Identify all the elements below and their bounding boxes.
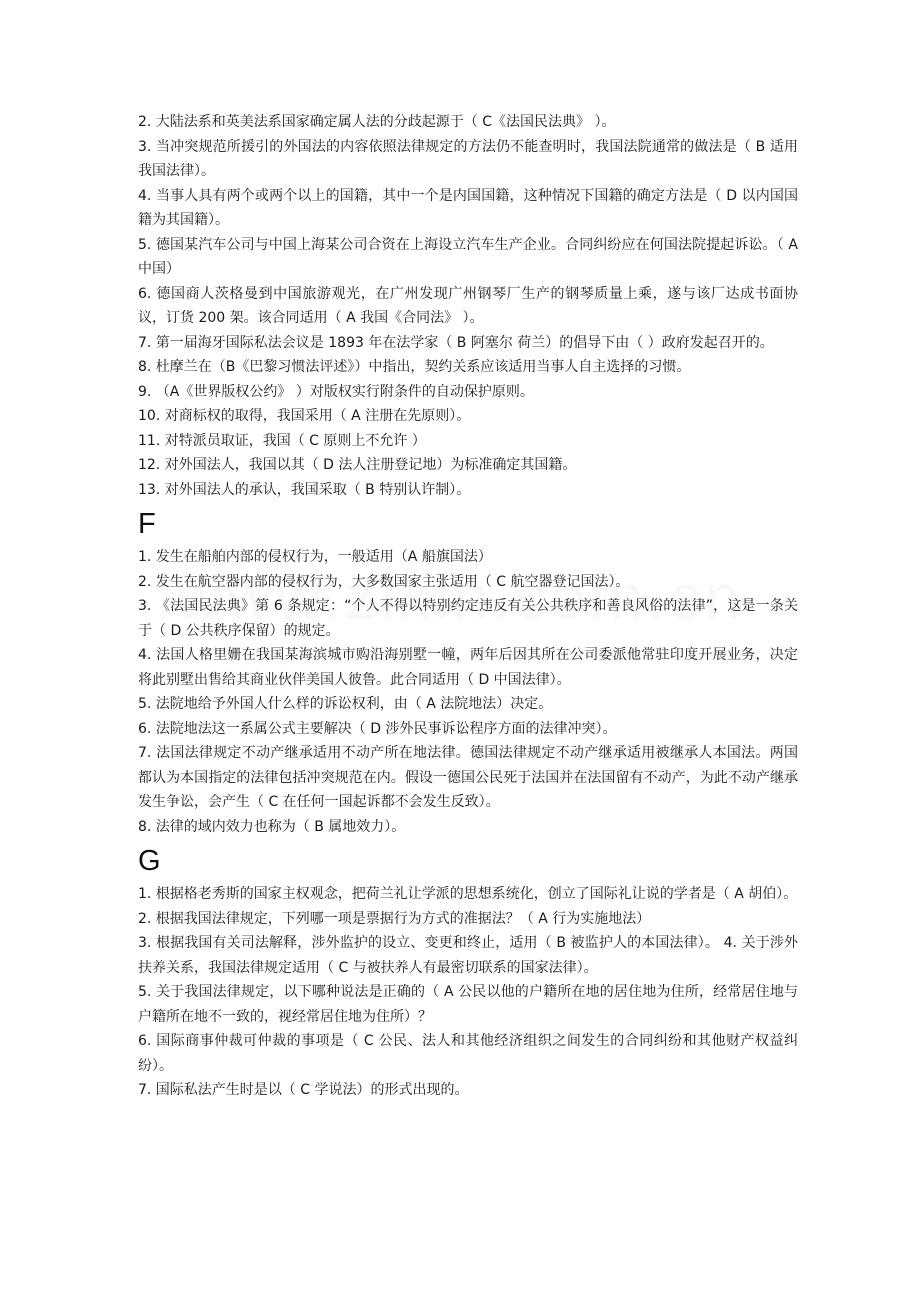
list-item: 11. 对特派员取证，我国（ C 原则上不允许 ） [138, 432, 426, 449]
list-item: 4. 当事人具有两个或两个以上的国籍，其中一个是内国国籍，这种情况下国籍的确定方法是（ D 以内国国籍为其国籍）。 [138, 187, 798, 228]
list-item: 8. 杜摩兰在（B《巴黎习惯法评述》）中指出，契约关系应该适用当事人自主选择的习惯。 [138, 359, 691, 375]
list-item: 6. 德国商人茨格曼到中国旅游观光，在广州发现广州钢琴厂生产的钢琴质量上乘，遂与该厂达成书面协议，订货 200 架。该合同适用（ A 我国《合同法》 ）。 [138, 285, 798, 326]
section-heading-f: F [138, 508, 156, 540]
list-item: 5. 德国某汽车公司与中国上海某公司合资在上海设立汽车生产企业。合同纠纷应在何国法院提起诉讼。（ A 中国） [138, 236, 798, 277]
list-item: 12. 对外国法人，我国以其（ D 法人注册登记地）为标准确定其国籍。 [138, 457, 577, 473]
list-item: 3. 当冲突规范所援引的外国法的内容依照法律规定的方法仍不能查明时，我国法院通常的做法是（ B 适用我国法律）。 [138, 138, 798, 179]
section-e-list [138, 110, 798, 502]
section-f-list [138, 545, 798, 839]
list-item: 3. 《法国民法典》第 6 条规定：“个人不得以特别约定违反有关公共秩序和善良风俗的法律”，这是一条关于（ D 公共秩序保留）的规定。 [138, 598, 798, 639]
list-item: 2. 根据我国法律规定，下列哪一项是票据行为方式的准据法？（ A 行为实施地法） [138, 910, 651, 927]
list-item: 13. 对外国法人的承认，我国采取（ B 特别认许制）。 [138, 481, 471, 498]
list-item: 10. 对商标权的取得，我国采用（ A 注册在先原则）。 [138, 408, 471, 424]
list-item: 7. 国际私法产生时是以（ C 学说法）的形式出现的。 [138, 1082, 469, 1098]
list-item: 3. 根据我国有关司法解释，涉外监护的设立、变更和终止，适用（ B 被监护人的本国法律）。 4. 关于涉外扶养关系，我国法律规定适用（ C 与被扶养人有最密切联系的国家法律）。 [138, 935, 798, 976]
list-item: 6. 国际商事仲裁可仲裁的事项是（ C 公民、法人和其他经济组织之间发生的合同纠纷和其他财产权益纠纷）。 [138, 1033, 798, 1074]
list-item: 7. 第一届海牙国际私法会议是 1893 年在法学家（ B 阿塞尔 荷兰）的倡导下由（ ）政府发起召开的。 [138, 334, 774, 351]
list-item: 5. 法院地给予外国人什么样的诉讼权利，由（ A 法院地法）决定。 [138, 696, 553, 712]
list-item: 7. 法国法律规定不动产继承适用不动产所在地法律。德国法律规定不动产继承适用被继承人本国法。两国都认为本国指定的法律包括冲突规范在内。假设一德国公民死于法国并在法国留有不动产，为此不动产继承发生争讼，会产生（ C 在任何一国起诉都不会发生反致）。 [138, 745, 798, 810]
list-item: 6. 法院地法这一系属公式主要解决（ D 涉外民事诉讼程序方面的法律冲突）。 [138, 720, 617, 737]
section-g-list [138, 882, 798, 1103]
list-item: 1. 发生在船舶内部的侵权行为，一般适用（A 船旗国法） [138, 549, 492, 565]
list-item: 1. 根据格老秀斯的国家主权观念，把荷兰礼让学派的思想系统化，创立了国际礼让说的学者是（ A 胡伯）。 [138, 886, 798, 902]
section-heading-g: G [138, 845, 161, 877]
list-item: 9. （A《世界版权公约》 ）对版权实行附条件的自动保护原则。 [138, 383, 534, 400]
document-page [138, 110, 798, 1103]
list-item: 2. 大陆法系和英美法系国家确定属人法的分歧起源于（ C《法国民法典》 ）。 [138, 114, 616, 130]
list-item: 2. 发生在航空器内部的侵权行为，大多数国家主张适用（ C 航空器登记国法）。 [138, 573, 630, 590]
list-item: 8. 法律的域内效力也称为（ B 属地效力）。 [138, 818, 406, 835]
list-item: 5. 关于我国法律规定，以下哪种说法是正确的（ A 公民以他的户籍所在地的居住地为住所，经常居住地与户籍所在地不一致的，视经常居住地为住所）？ [138, 984, 798, 1025]
list-item: 4. 法国人格里姗在我国某海滨城市购沿海别墅一幢，两年后因其所在公司委派他常驻印度开展业务，决定将此别墅出售给其商业伙伴美国人彼鲁。此合同适用（ D 中国法律）。 [138, 647, 798, 688]
